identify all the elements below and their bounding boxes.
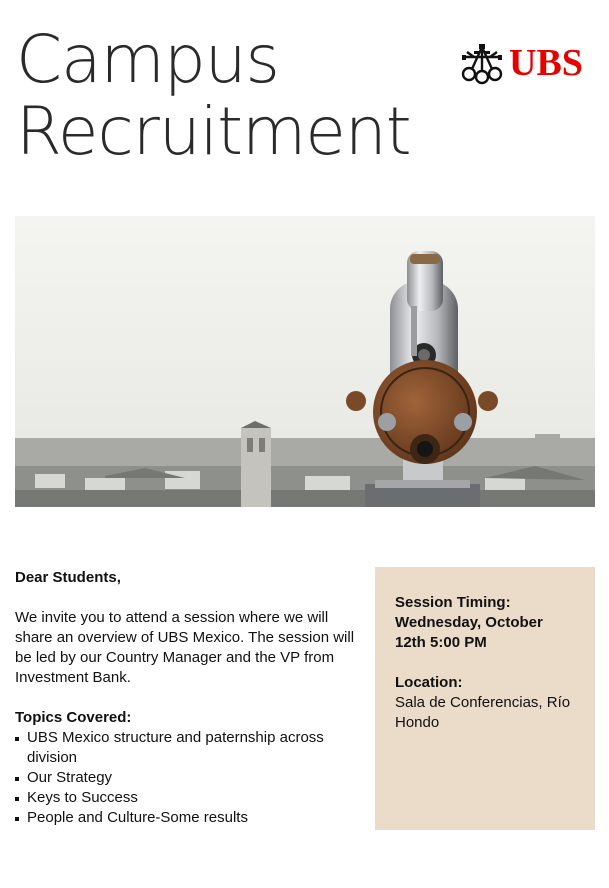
- title-line-2: Recruitment: [16, 93, 411, 170]
- list-item: Keys to Success: [15, 788, 360, 808]
- ubs-keys-icon: [460, 43, 504, 85]
- session-timing-value: Wednesday, October 12th 5:00 PM: [395, 614, 543, 651]
- list-item: UBS Mexico structure and paternship across division: [15, 728, 360, 768]
- ubs-wordmark: UBS: [509, 42, 583, 84]
- page-title: [16, 21, 411, 170]
- session-timing-label: Session Timing:: [395, 594, 511, 611]
- intro-paragraph: We invite you to attend a session where we will share an overview of UBS Mexico. The session will be led by our Country Manager and the VP from Investment Bank.: [15, 609, 355, 686]
- title-line-1: Campus: [16, 21, 279, 98]
- location-label: Location:: [395, 674, 463, 691]
- list-item: People and Culture-Some results: [15, 808, 360, 828]
- invitation-letter: [15, 568, 360, 828]
- telescope-viewer-icon: [15, 216, 595, 507]
- hero-image: [15, 216, 595, 507]
- ubs-logo: [460, 40, 590, 86]
- greeting: Dear Students,: [15, 569, 121, 586]
- location-value: Sala de Conferencias, Río Hondo: [395, 694, 571, 731]
- topics-heading: Topics Covered:: [15, 709, 132, 726]
- topics-list: [15, 728, 360, 828]
- session-details-box: [375, 567, 595, 830]
- list-item: Our Strategy: [15, 768, 360, 788]
